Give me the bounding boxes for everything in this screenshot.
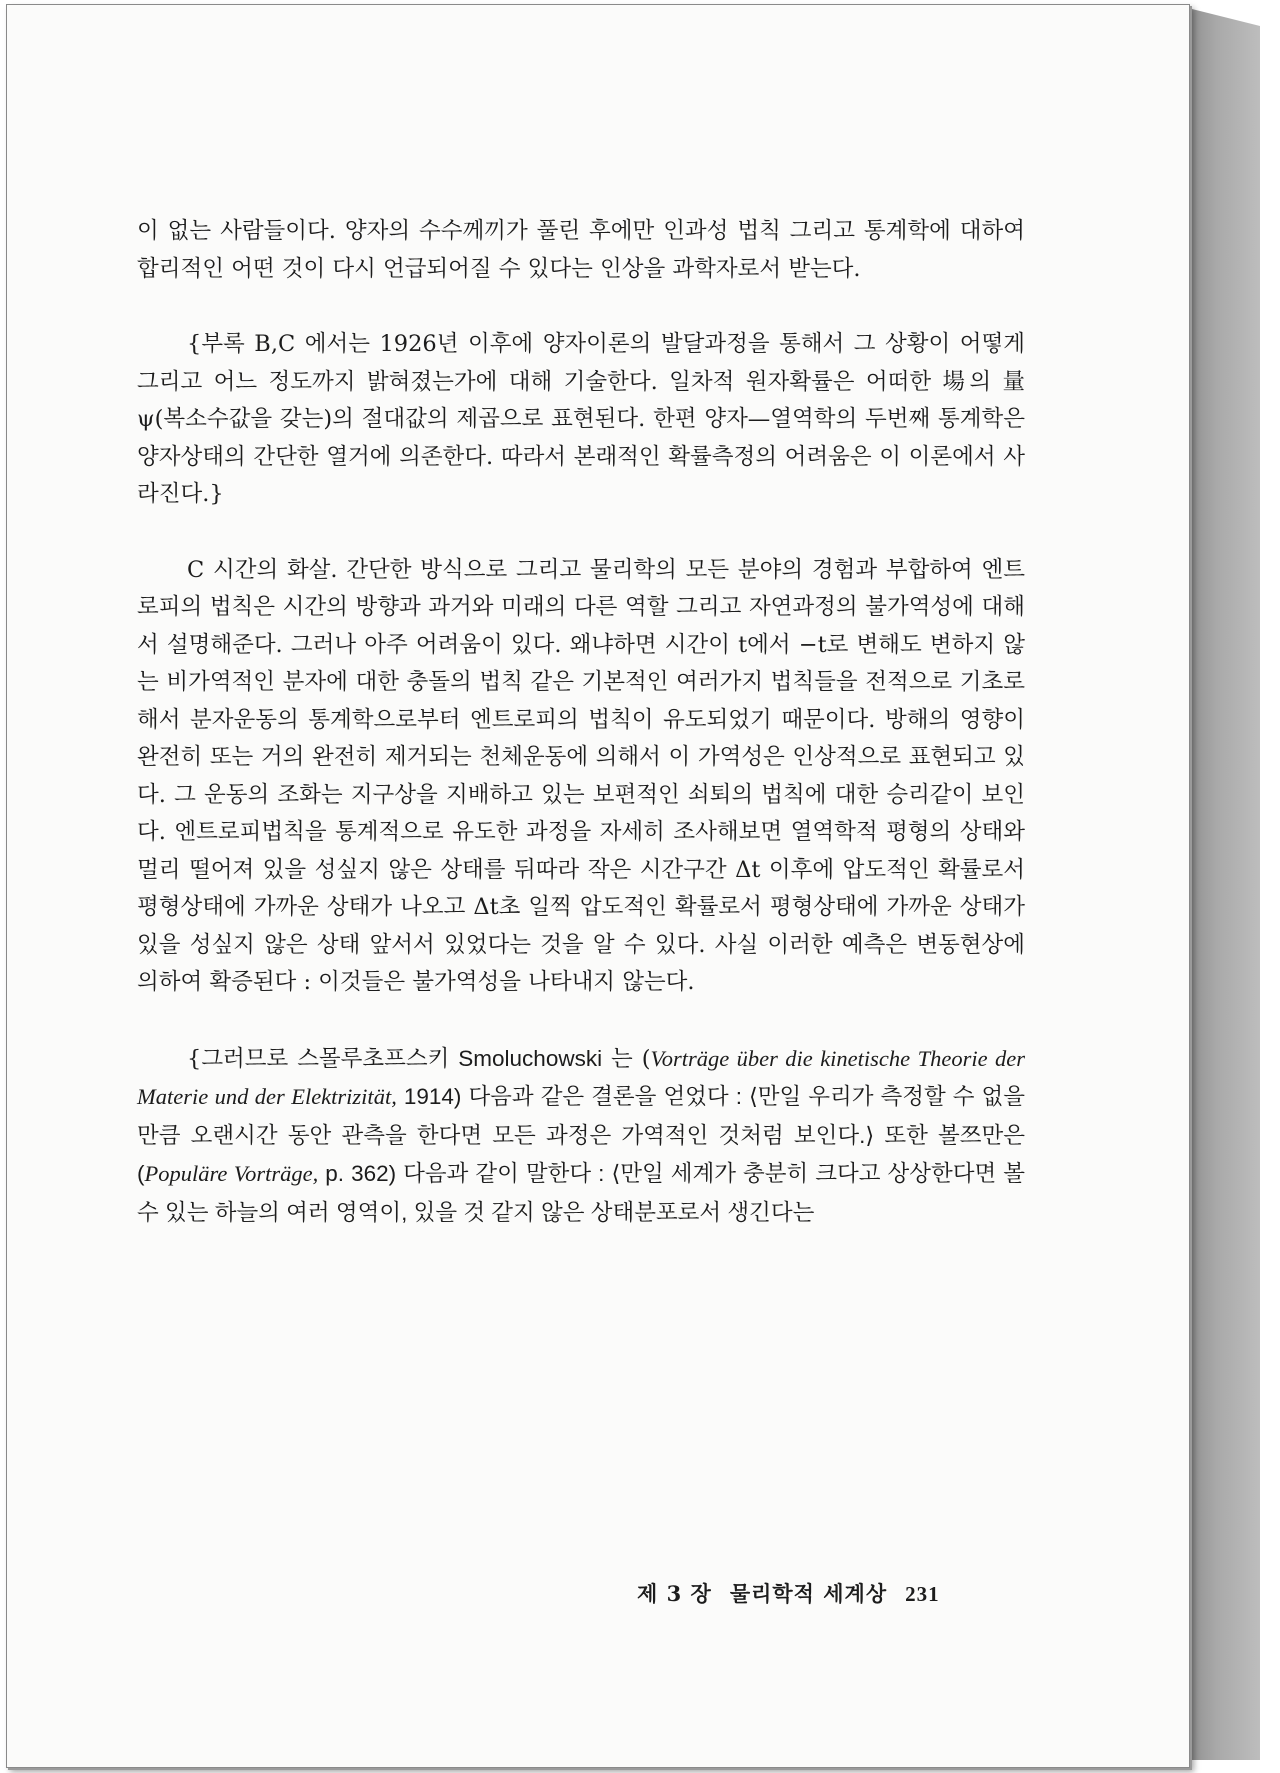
book-page-edge [1188,8,1260,1760]
citation-title-populaere: Populäre Vorträge, [144,1161,319,1186]
paragraph-4-text-c: 1914) 다음과 같은 결론을 얻었다 : ⟨만일 우리가 측정할 수 없을 만큼 오랜시간 동안 관측을 한다면 모든 과정은 가역적인 것처럼 보인다.⟩ 또한 볼쯔만은 ( [137,1084,1025,1186]
paragraph-4-text-a: {그러므로 스몰루초프스키 [187,1045,459,1072]
paragraph-3-arrow-of-time: C 시간의 화살. 간단한 방식으로 그리고 물리학의 모든 분야의 경험과 부합하여 엔트로피의 법칙은 시간의 방향과 과거와 미래의 다른 역할 그리고 자연과정의 불가역성에 대해서 설명해준다. 그러나 아주 어려움이 있다. 왜냐하면 시간이 t에서 −t로 변해도 변하지 않는 비가역적인 분자에 대한 충돌의 법칙 같은 기본적인 여러가지 법칙들을 전적으로 기초로 해서 분자운동의 통계학으로부터 엔트로피의 법칙이 유도되었기 때문이다. 방해의 영향이 완전히 또는 거의 완전히 제거되는 천체운동에 의해서 이 가역성은 인상적으로 표현되고 있다. 그 운동의 조화는 지구상을 지배하고 있는 보편적인 쇠퇴의 법칙에 대한 승리같이 보인다. 엔트로피법칙을 통계적으로 유도한 과정을 자세히 조사해보면 열역학적 평형의 상태와 멀리 떨어져 있을 성싶지 않은 상태를 뒤따라 작은 시간구간 Δt 이후에 압도적인 확률로서 평형상태에 가까운 상태가 나오고 Δt초 일찍 압도적인 확률로서 평형상태에 가까운 상태가 있을 성싶지 않은 상태 앞서서 있었다는 것을 알 수 있다. 사실 이러한 예측은 변동현상에 의하여 확증된다 : 이것들은 불가역성을 나타내지 않는다. [137,556,1025,995]
paragraph-4-text-b: 는 ( [602,1045,651,1072]
page-body [137,213,1025,1232]
paragraph-1: 이 없는 사람들이다. 양자의 수수께끼가 풀린 후에만 인과성 법칙 그리고 통계학에 대하여 합리적인 어떤 것이 다시 언급되어질 수 있다는 인상을 과학자로서 받는다. [137,218,1025,282]
smoluchowski-name: Smoluchowski [458,1045,603,1071]
book-page [6,4,1190,1768]
page-footer [637,1578,1017,1608]
footer-chapter: 제 3 장 [637,1581,712,1606]
citation-title-vortraege: Vorträge über die kinetische Theorie der Materie und der Elektrizität, [137,1045,1025,1109]
paragraph-4-text-d: p. 362) 다음과 같이 말한다 : ⟨만일 세계가 충분히 크다고 상상한다면 볼 수 있는 하늘의 여러 영역이, 있을 것 같지 않은 상태분포로서 생긴다는 [137,1161,1025,1225]
footer-chapter-title: 물리학적 세계상 [729,1581,888,1606]
paragraph-2-appendix-note: {부록 B,C 에서는 1926년 이후에 양자이론의 발달과정을 통해서 그 상황이 어떻게 그리고 어느 정도까지 밝혀졌는가에 대해 기술한다. 일차적 원자확률은 어떠한 場의 量ψ(복소수값을 갖는)의 절대값의 제곱으로 표현된다. 한편 양자—열역학의 두번째 통계학은 양자상태의 간단한 열거에 의존한다. 따라서 본래적인 확률측정의 어려움은 이 이론에서 사라진다.} [137,331,1025,507]
paragraph-4-smoluchowski [137,1040,1025,1233]
page-number: 231 [905,1582,940,1606]
